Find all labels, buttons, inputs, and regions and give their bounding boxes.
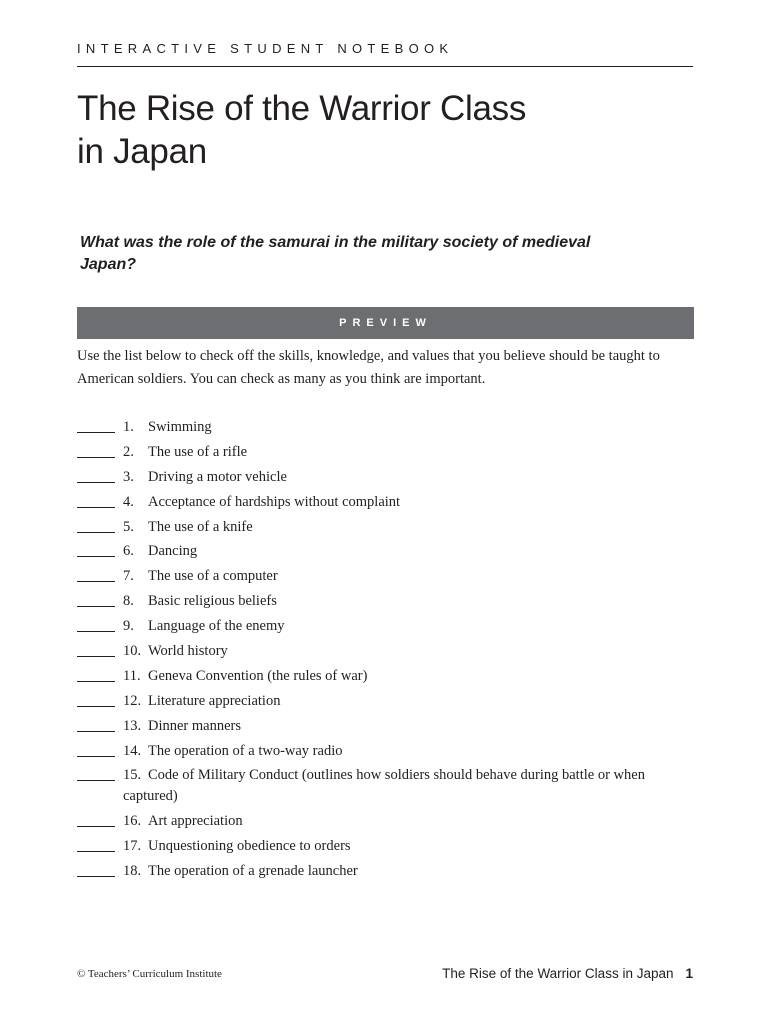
checklist-item bbox=[77, 616, 697, 637]
check-blank[interactable] bbox=[77, 851, 115, 852]
checklist-item bbox=[77, 566, 697, 587]
checklist-item bbox=[77, 517, 697, 538]
check-blank[interactable] bbox=[77, 656, 115, 657]
page-title bbox=[77, 87, 526, 173]
check-blank[interactable] bbox=[77, 706, 115, 707]
essential-question: What was the role of the samurai in the military society of medieval Japan? bbox=[80, 234, 591, 273]
notebook-header-label: INTERACTIVE STUDENT NOTEBOOK bbox=[77, 41, 454, 56]
checklist-item bbox=[77, 811, 697, 832]
item-number: 18. bbox=[123, 863, 142, 880]
item-text: Dinner manners bbox=[148, 717, 242, 734]
item-text: The operation of a grenade launcher bbox=[148, 863, 358, 880]
item-text: The use of a knife bbox=[148, 518, 253, 535]
checklist-item bbox=[77, 442, 697, 463]
item-number: 4. bbox=[123, 493, 134, 510]
preview-section-label: PREVIEW bbox=[339, 317, 432, 329]
checklist-item bbox=[77, 861, 697, 882]
check-blank[interactable] bbox=[77, 457, 115, 458]
item-number: 13. bbox=[123, 717, 142, 734]
item-text: Unquestioning obedience to orders bbox=[148, 838, 351, 855]
item-text: The use of a rifle bbox=[148, 443, 248, 460]
preview-section-bar bbox=[77, 307, 694, 339]
item-number: 12. bbox=[123, 692, 142, 709]
item-number: 6. bbox=[123, 543, 134, 560]
item-number: 16. bbox=[123, 813, 142, 830]
check-blank[interactable] bbox=[77, 581, 115, 582]
item-text: Basic religious beliefs bbox=[148, 593, 277, 610]
checklist-item bbox=[77, 666, 697, 687]
check-blank[interactable] bbox=[77, 556, 115, 557]
item-text: The operation of a two-way radio bbox=[148, 742, 343, 759]
checklist-item bbox=[77, 691, 697, 712]
check-blank[interactable] bbox=[77, 532, 115, 533]
checklist-item bbox=[77, 541, 697, 562]
page-title-line-2: in Japan bbox=[77, 132, 207, 171]
check-blank[interactable] bbox=[77, 731, 115, 732]
item-text: Code of Military Conduct (outlines how soldiers should behave during battle or when captured) bbox=[123, 767, 645, 805]
check-blank[interactable] bbox=[77, 756, 115, 757]
item-number: 9. bbox=[123, 618, 134, 635]
page-number: 1 bbox=[685, 966, 693, 981]
item-number: 11. bbox=[123, 667, 141, 684]
check-blank[interactable] bbox=[77, 482, 115, 483]
checklist-item bbox=[77, 591, 697, 612]
check-blank[interactable] bbox=[77, 507, 115, 508]
check-blank[interactable] bbox=[77, 631, 115, 632]
item-number: 10. bbox=[123, 643, 142, 660]
checklist-item bbox=[77, 741, 697, 762]
item-text: The use of a computer bbox=[148, 568, 278, 585]
page-title-line-1: The Rise of the Warrior Class bbox=[77, 89, 527, 128]
item-text: Dancing bbox=[148, 543, 198, 560]
copyright-notice: © Teachers’ Curriculum Institute bbox=[77, 968, 222, 980]
item-number: 8. bbox=[123, 593, 134, 610]
item-text: Swimming bbox=[148, 419, 212, 435]
item-text: Art appreciation bbox=[148, 813, 243, 830]
item-text: Language of the enemy bbox=[148, 618, 285, 635]
intro-paragraph: Use the list below to check off the skills, knowledge, and values that you believe should be taught to American soldiers. You can check as many as you think are important. bbox=[77, 348, 660, 387]
checklist-item bbox=[77, 467, 697, 488]
checklist-item bbox=[77, 765, 697, 807]
check-blank[interactable] bbox=[77, 606, 115, 607]
item-number: 15. bbox=[123, 767, 142, 784]
item-number: 2. bbox=[123, 443, 134, 460]
item-number: 3. bbox=[123, 468, 134, 485]
check-blank[interactable] bbox=[77, 681, 115, 682]
checklist-item bbox=[77, 417, 697, 438]
item-text: Literature appreciation bbox=[148, 692, 281, 709]
checklist-item bbox=[77, 836, 697, 857]
checklist-item bbox=[77, 492, 697, 513]
check-blank[interactable] bbox=[77, 876, 115, 877]
item-text: Geneva Convention (the rules of war) bbox=[148, 667, 368, 684]
check-blank[interactable] bbox=[77, 432, 115, 433]
running-footer bbox=[442, 966, 693, 981]
checklist bbox=[77, 417, 697, 886]
checklist-item bbox=[77, 641, 697, 662]
check-blank[interactable] bbox=[77, 826, 115, 827]
check-blank[interactable] bbox=[77, 780, 115, 781]
item-number: 7. bbox=[123, 568, 134, 585]
item-number: 17. bbox=[123, 838, 142, 855]
item-number: 1. bbox=[123, 419, 134, 435]
item-text: Driving a motor vehicle bbox=[148, 468, 287, 485]
checklist-item bbox=[77, 716, 697, 737]
running-footer-title: The Rise of the Warrior Class in Japan bbox=[442, 966, 674, 981]
header-divider bbox=[77, 66, 693, 67]
item-number: 14. bbox=[123, 742, 142, 759]
item-text: World history bbox=[148, 643, 228, 660]
item-text: Acceptance of hardships without complaint bbox=[148, 493, 401, 510]
item-number: 5. bbox=[123, 518, 134, 535]
